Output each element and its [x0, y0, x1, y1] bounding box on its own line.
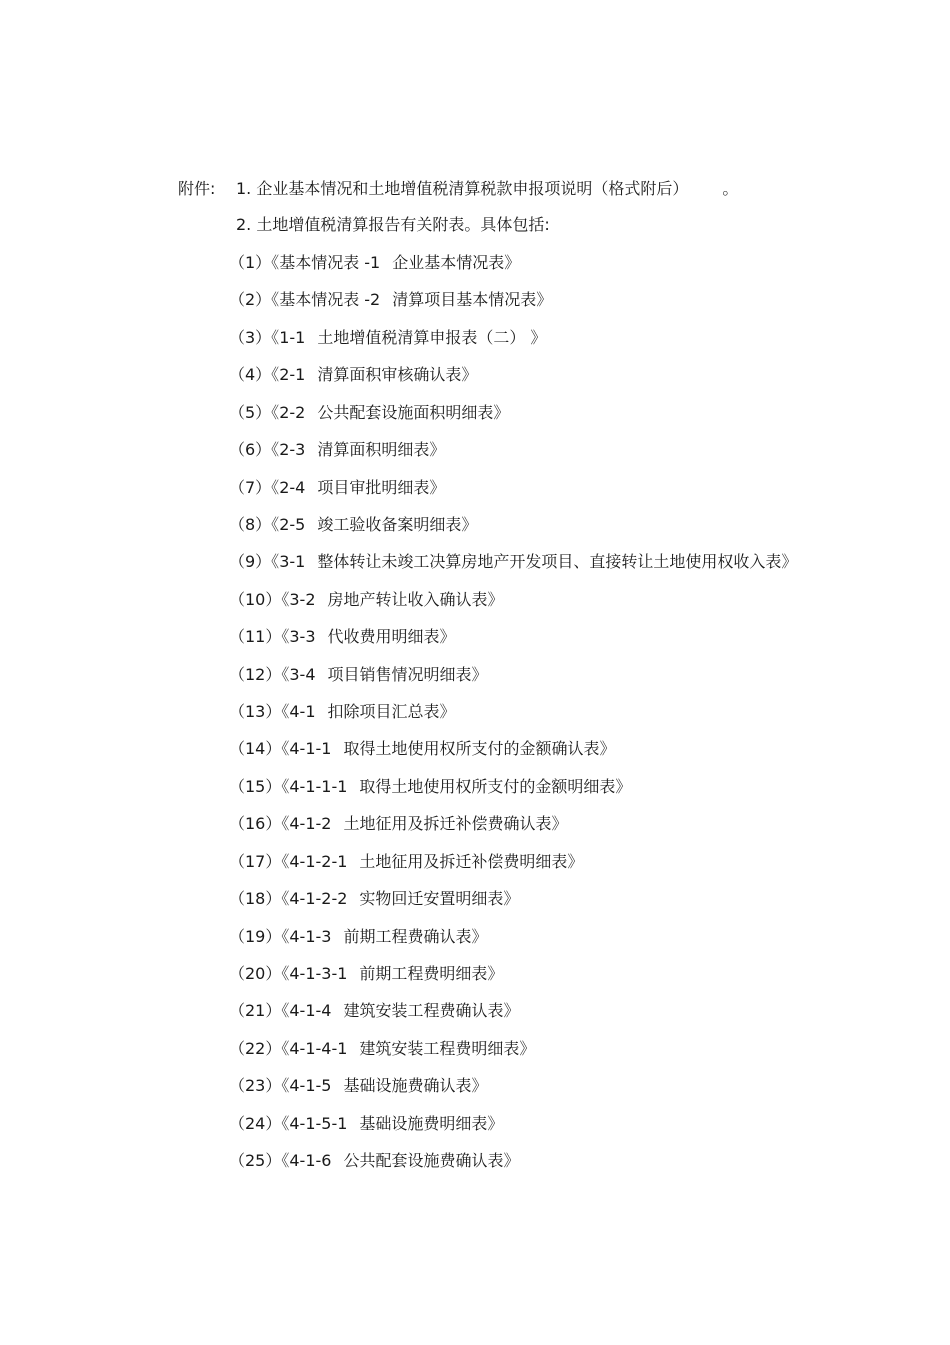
- list-item-title: 代收费用明细表》: [327, 627, 456, 646]
- list-item-code: 3-1: [279, 552, 306, 571]
- list-item-prefix: （7）《: [229, 478, 280, 497]
- list-item: [229, 364, 477, 386]
- list-item: [229, 963, 503, 985]
- list-item-prefix: （2）《: [229, 290, 280, 309]
- list-item-prefix: （25）《: [229, 1151, 290, 1170]
- list-item-title: 项目销售情况明细表》: [327, 665, 488, 684]
- list-item-title: 前期工程费确认表》: [343, 927, 488, 946]
- list-item: [229, 252, 520, 274]
- list-item-title: 建筑安装工程费明细表》: [359, 1039, 536, 1058]
- list-item-title: 项目审批明细表》: [317, 478, 446, 497]
- list-item-title: 企业基本情况表》: [392, 253, 521, 272]
- list-item-code: 2-2: [279, 403, 306, 422]
- list-item-code: 3-3: [289, 627, 316, 646]
- list-item-code: 4-1-1-1: [289, 777, 348, 796]
- list-item: [229, 776, 631, 798]
- list-item: [229, 851, 583, 873]
- list-item-code: 3-4: [289, 665, 316, 684]
- list-item-title: 清算项目基本情况表》: [392, 290, 553, 309]
- list-item-prefix: （23）《: [229, 1076, 290, 1095]
- list-item-code: 4-1-5-1: [289, 1114, 348, 1133]
- list-item-prefix: （15）《: [229, 777, 290, 796]
- list-item-title: 取得土地使用权所支付的金额明细表》: [359, 777, 632, 796]
- list-item-title: 土地征用及拆迁补偿费确认表》: [343, 814, 568, 833]
- list-item: [229, 327, 546, 349]
- list-item: [229, 589, 504, 611]
- list-item-code: 4-1-4: [289, 1001, 332, 1020]
- list-item: [229, 1000, 519, 1022]
- list-item-code: 基本情况表 -2: [279, 290, 381, 309]
- list-item-prefix: （24）《: [229, 1114, 290, 1133]
- list-item-prefix: （9）《: [229, 552, 280, 571]
- list-item-prefix: （22）《: [229, 1039, 290, 1058]
- list-item-code: 4-1-2-2: [289, 889, 348, 908]
- list-item-title: 建筑安装工程费确认表》: [343, 1001, 520, 1020]
- list-item: [229, 1150, 519, 1172]
- list-item: [229, 1075, 487, 1097]
- list-item-prefix: （20）《: [229, 964, 290, 983]
- list-item-code: 1-1: [279, 328, 306, 347]
- list-item-code: 4-1-1: [289, 739, 332, 758]
- list-item-title: 取得土地使用权所支付的金额确认表》: [343, 739, 616, 758]
- list-item-code: 2-4: [279, 478, 306, 497]
- list-item-title: 基础设施费明细表》: [359, 1114, 504, 1133]
- list-item: [229, 514, 477, 536]
- list-item-prefix: （16）《: [229, 814, 290, 833]
- list-item: [229, 1113, 503, 1135]
- attachment-item-1-tail: 。: [722, 179, 739, 198]
- list-item-prefix: （19）《: [229, 927, 290, 946]
- list-item-code: 4-1-3: [289, 927, 332, 946]
- list-item-prefix: （8）《: [229, 515, 280, 534]
- list-item: [229, 626, 456, 648]
- list-item-prefix: （4）《: [229, 365, 280, 384]
- list-item-prefix: （13）《: [229, 702, 290, 721]
- list-item-code: 4-1-5: [289, 1076, 332, 1095]
- list-item-code: 2-1: [279, 365, 306, 384]
- list-item-title: 前期工程费明细表》: [359, 964, 504, 983]
- list-item-title: 房地产转让收入确认表》: [327, 590, 504, 609]
- list-item-code: 4-1: [289, 702, 316, 721]
- list-item-title: 整体转让未竣工决算房地产开发项目、直接转让土地使用权收入表》: [317, 552, 798, 571]
- list-item-title: 清算面积明细表》: [317, 440, 446, 459]
- list-item: [229, 738, 615, 760]
- list-item-code: 4-1-6: [289, 1151, 332, 1170]
- list-item-prefix: （1）《: [229, 253, 280, 272]
- list-item: [229, 701, 456, 723]
- list-item-code: 2-5: [279, 515, 306, 534]
- list-item-title: 土地增值税清算申报表（二） 》: [317, 328, 547, 347]
- list-item-code: 4-1-2: [289, 814, 332, 833]
- list-item-prefix: （12）《: [229, 665, 290, 684]
- attachment-item-2: 2. 土地增值税清算报告有关附表。具体包括:: [236, 215, 550, 234]
- list-item: [229, 402, 509, 424]
- list-item-prefix: （6）《: [229, 440, 280, 459]
- list-item-code: 4-1-3-1: [289, 964, 348, 983]
- list-item-prefix: （11）《: [229, 627, 290, 646]
- list-item: [229, 1038, 535, 1060]
- list-item-title: 清算面积审核确认表》: [317, 365, 478, 384]
- list-item-prefix: （5）《: [229, 403, 280, 422]
- list-item-prefix: （10）《: [229, 590, 290, 609]
- list-item-prefix: （14）《: [229, 739, 290, 758]
- list-item: [229, 289, 552, 311]
- list-item: [229, 477, 445, 499]
- list-item-title: 基础设施费确认表》: [343, 1076, 488, 1095]
- list-item-code: 4-1-4-1: [289, 1039, 348, 1058]
- list-item-code: 2-3: [279, 440, 306, 459]
- list-item: [229, 813, 567, 835]
- list-item-title: 竣工验收备案明细表》: [317, 515, 478, 534]
- list-item: [229, 926, 487, 948]
- list-item-code: 4-1-2-1: [289, 852, 348, 871]
- list-item: [229, 551, 797, 573]
- list-item-prefix: （3）《: [229, 328, 280, 347]
- list-item-prefix: （18）《: [229, 889, 290, 908]
- list-item-code: 基本情况表 -1: [279, 253, 381, 272]
- attachment-label: 附件:: [178, 179, 216, 198]
- list-item-title: 土地征用及拆迁补偿费明细表》: [359, 852, 584, 871]
- attachment-item-1: [178, 178, 738, 200]
- list-item-prefix: （17）《: [229, 852, 290, 871]
- list-item-title: 公共配套设施面积明细表》: [317, 403, 510, 422]
- list-item-prefix: （21）《: [229, 1001, 290, 1020]
- list-item-code: 3-2: [289, 590, 316, 609]
- attachment-item-1-text: 1. 企业基本情况和土地增值税清算税款申报项说明（格式附后）: [236, 179, 689, 198]
- list-item-title: 公共配套设施费确认表》: [343, 1151, 520, 1170]
- list-item: [229, 439, 445, 461]
- list-item: [229, 664, 488, 686]
- list-item: [229, 888, 519, 910]
- list-item-title: 实物回迁安置明细表》: [359, 889, 520, 908]
- list-item-title: 扣除项目汇总表》: [327, 702, 456, 721]
